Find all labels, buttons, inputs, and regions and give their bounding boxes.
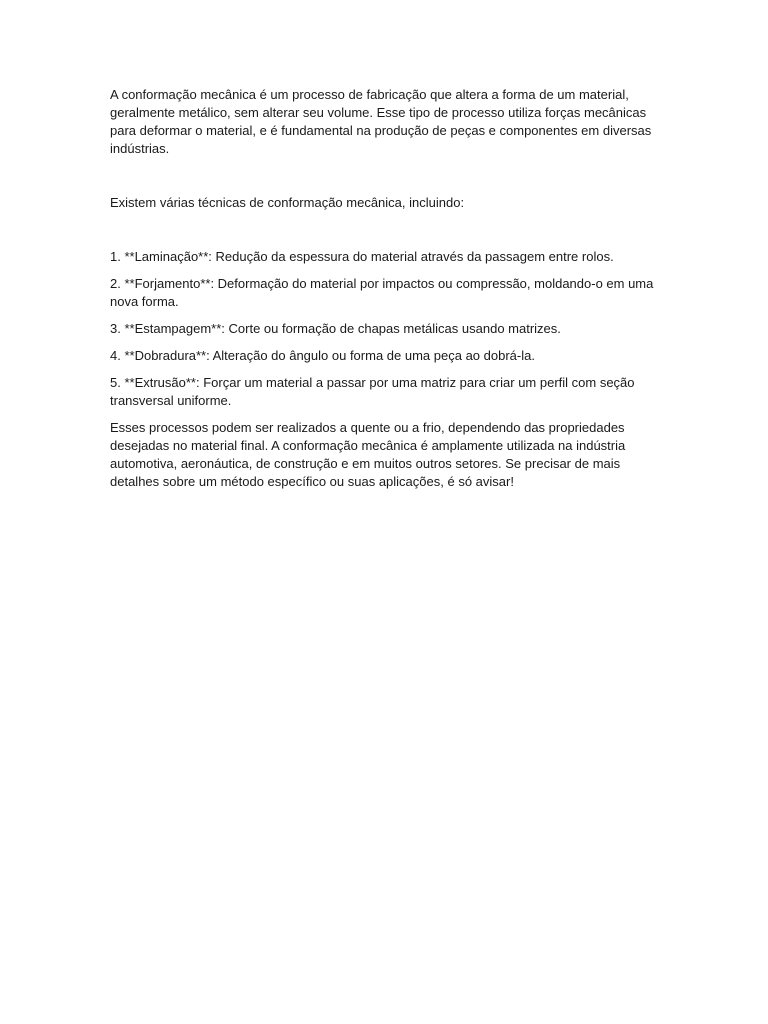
intro-paragraph: A conformação mecânica é um processo de fabricação que altera a forma de um material, geralmente metálico, sem alterar seu volume. Esse tipo de processo utiliza forças mecânicas para deformar o material, e é fundamental na produção de peças e componentes em diversas indústrias. bbox=[110, 87, 652, 156]
document-page bbox=[110, 86, 655, 491]
closing-paragraph: Esses processos podem ser realizados a quente ou a frio, dependendo das propriedades desejadas no material final. A conformação mecânica é amplamente utilizada na indústria automotiva, aeronáutica, de construção e em muitos outros setores. Se precisar de mais detalhes sobre um método específico ou suas aplicações, é só avisar! bbox=[110, 420, 626, 489]
list-item: 1. **Laminação**: Redução da espessura do material através da passagem entre rolos. bbox=[110, 249, 614, 264]
list-item: 5. **Extrusão**: Forçar um material a passar por uma matriz para criar um perfil com seção transversal uniforme. bbox=[110, 375, 635, 408]
list-item: 2. **Forjamento**: Deformação do material por impactos ou compressão, moldando-o em uma nova forma. bbox=[110, 276, 654, 309]
list-item: 3. **Estampagem**: Corte ou formação de chapas metálicas usando matrizes. bbox=[110, 321, 561, 336]
lead-paragraph: Existem várias técnicas de conformação mecânica, incluindo: bbox=[110, 195, 465, 210]
list-item: 4. **Dobradura**: Alteração do ângulo ou forma de uma peça ao dobrá-la. bbox=[110, 348, 535, 363]
